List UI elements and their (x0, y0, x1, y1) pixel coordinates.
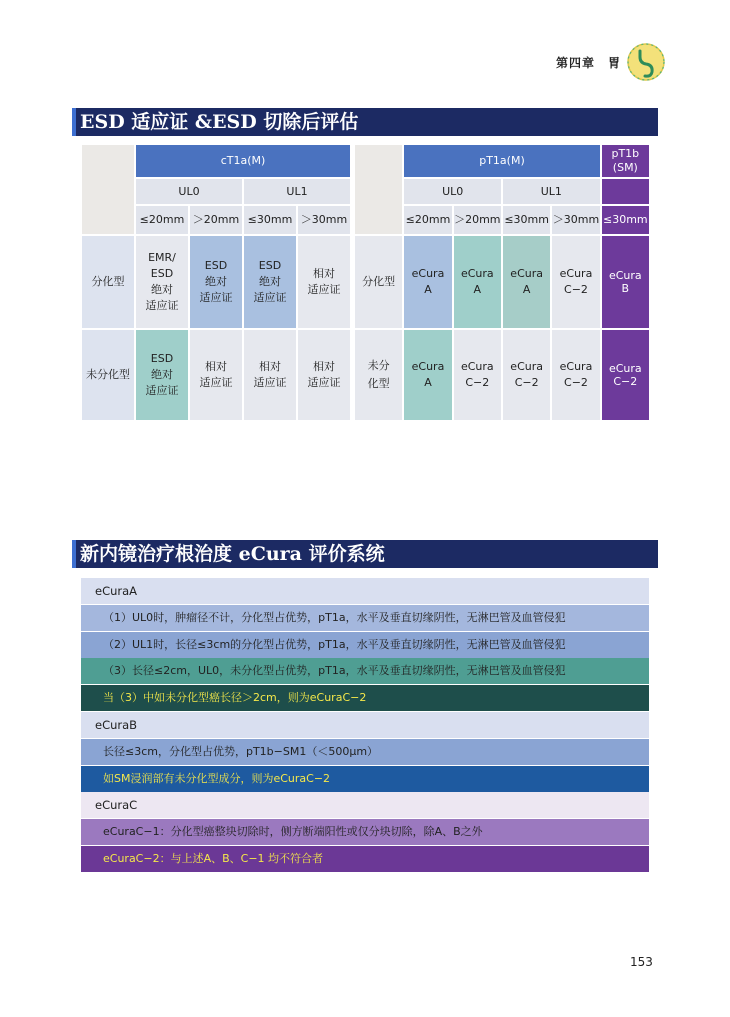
esd-evaluation-table (353, 143, 651, 422)
cell-indication: 相对 适应证 (298, 330, 350, 420)
cell-indication: EMR/ ESD 绝对 适应证 (136, 236, 188, 328)
section-title-esd: ESD 适应证 &ESD 切除后评估 (72, 108, 658, 136)
header-ul0: UL0 (404, 179, 501, 204)
header-size: ≤30mm (244, 206, 296, 234)
header-pt1b: pT1b (SM) (602, 145, 649, 177)
cell-ecura: eCura C−2 (602, 330, 649, 420)
header-ul1: UL1 (244, 179, 350, 204)
cell-ecura: eCura A (404, 236, 451, 328)
ecura-c-title: eCuraC (81, 792, 649, 818)
cell-ecura: eCura A (404, 330, 451, 420)
header-size: ＞20mm (454, 206, 501, 234)
header-size: ＞20mm (190, 206, 242, 234)
ecura-a-criterion-3: （3）长径≤2cm，UL0，未分化型占优势，pT1a，水平及垂直切缘阴性，无淋巴管及血管侵犯 (81, 658, 649, 684)
header-ct1a: cT1a(M) (136, 145, 350, 177)
header-size: ≤30mm (503, 206, 550, 234)
cell-ecura: eCura C−2 (552, 236, 599, 328)
ecura-c1-criterion: eCuraC−1：分化型癌整块切除时，侧方断端阳性或仅分块切除，除A、B之外 (81, 819, 649, 845)
cell-indication: ESD 绝对 适应证 (136, 330, 188, 420)
row-label-differentiated: 分化型 (82, 236, 134, 328)
header-size: ＞30mm (552, 206, 599, 234)
ecura-a-note: 当（3）中如未分化型癌长径＞2cm，则为eCuraC−2 (81, 685, 649, 711)
cell-ecura: eCura C−2 (454, 330, 501, 420)
cell-ecura: eCura C−2 (503, 330, 550, 420)
table-corner (355, 145, 402, 234)
header-size: ≤20mm (404, 206, 451, 234)
ecura-b-criterion: 长径≤3cm，分化型占优势，pT1b−SM1（＜500μm） (81, 739, 649, 765)
cell-indication: 相对 适应证 (244, 330, 296, 420)
cell-ecura: eCura A (454, 236, 501, 328)
cell-indication: 相对 适应证 (190, 330, 242, 420)
esd-indication-table (80, 143, 352, 422)
stomach-logo-icon (626, 42, 666, 82)
cell-indication: ESD 绝对 适应证 (190, 236, 242, 328)
table-corner (82, 145, 134, 234)
cell-ecura: eCura C−2 (552, 330, 599, 420)
header-size: ＞30mm (298, 206, 350, 234)
ecura-a-criterion-2: （2）UL1时，长径≤3cm的分化型占优势，pT1a，水平及垂直切缘阴性，无淋巴管及血管侵犯 (81, 632, 649, 658)
header-pt1a: pT1a(M) (404, 145, 599, 177)
ecura-b-note: 如SM浸润部有未分化型成分，则为eCuraC−2 (81, 766, 649, 792)
cell-ecura: eCura A (503, 236, 550, 328)
header-size: ≤20mm (136, 206, 188, 234)
header-sm-blank (602, 179, 649, 204)
cell-indication: ESD 绝对 适应证 (244, 236, 296, 328)
cell-indication: 相对 适应证 (298, 236, 350, 328)
ecura-list (81, 578, 649, 873)
ecura-c2-criterion: eCuraC−2：与上述A、B、C−1 均不符合者 (81, 846, 649, 872)
ecura-a-title: eCuraA (81, 578, 649, 604)
header-ul0: UL0 (136, 179, 242, 204)
cell-ecura: eCura B (602, 236, 649, 328)
page-number: 153 (630, 955, 653, 969)
ecura-a-criterion-1: （1）UL0时，肿瘤径不计，分化型占优势，pT1a，水平及垂直切缘阴性，无淋巴管及血管侵犯 (81, 605, 649, 631)
chapter-title: 第四章 胃 (556, 56, 622, 70)
row-label-undifferentiated: 未分 化型 (355, 330, 402, 420)
ecura-b-title: eCuraB (81, 712, 649, 738)
row-label-undifferentiated: 未分化型 (82, 330, 134, 420)
header-size: ≤30mm (602, 206, 649, 234)
header-ul1: UL1 (503, 179, 600, 204)
row-label-differentiated: 分化型 (355, 236, 402, 328)
section-title-ecura: 新内镜治疗根治度 eCura 评价系统 (72, 540, 658, 568)
